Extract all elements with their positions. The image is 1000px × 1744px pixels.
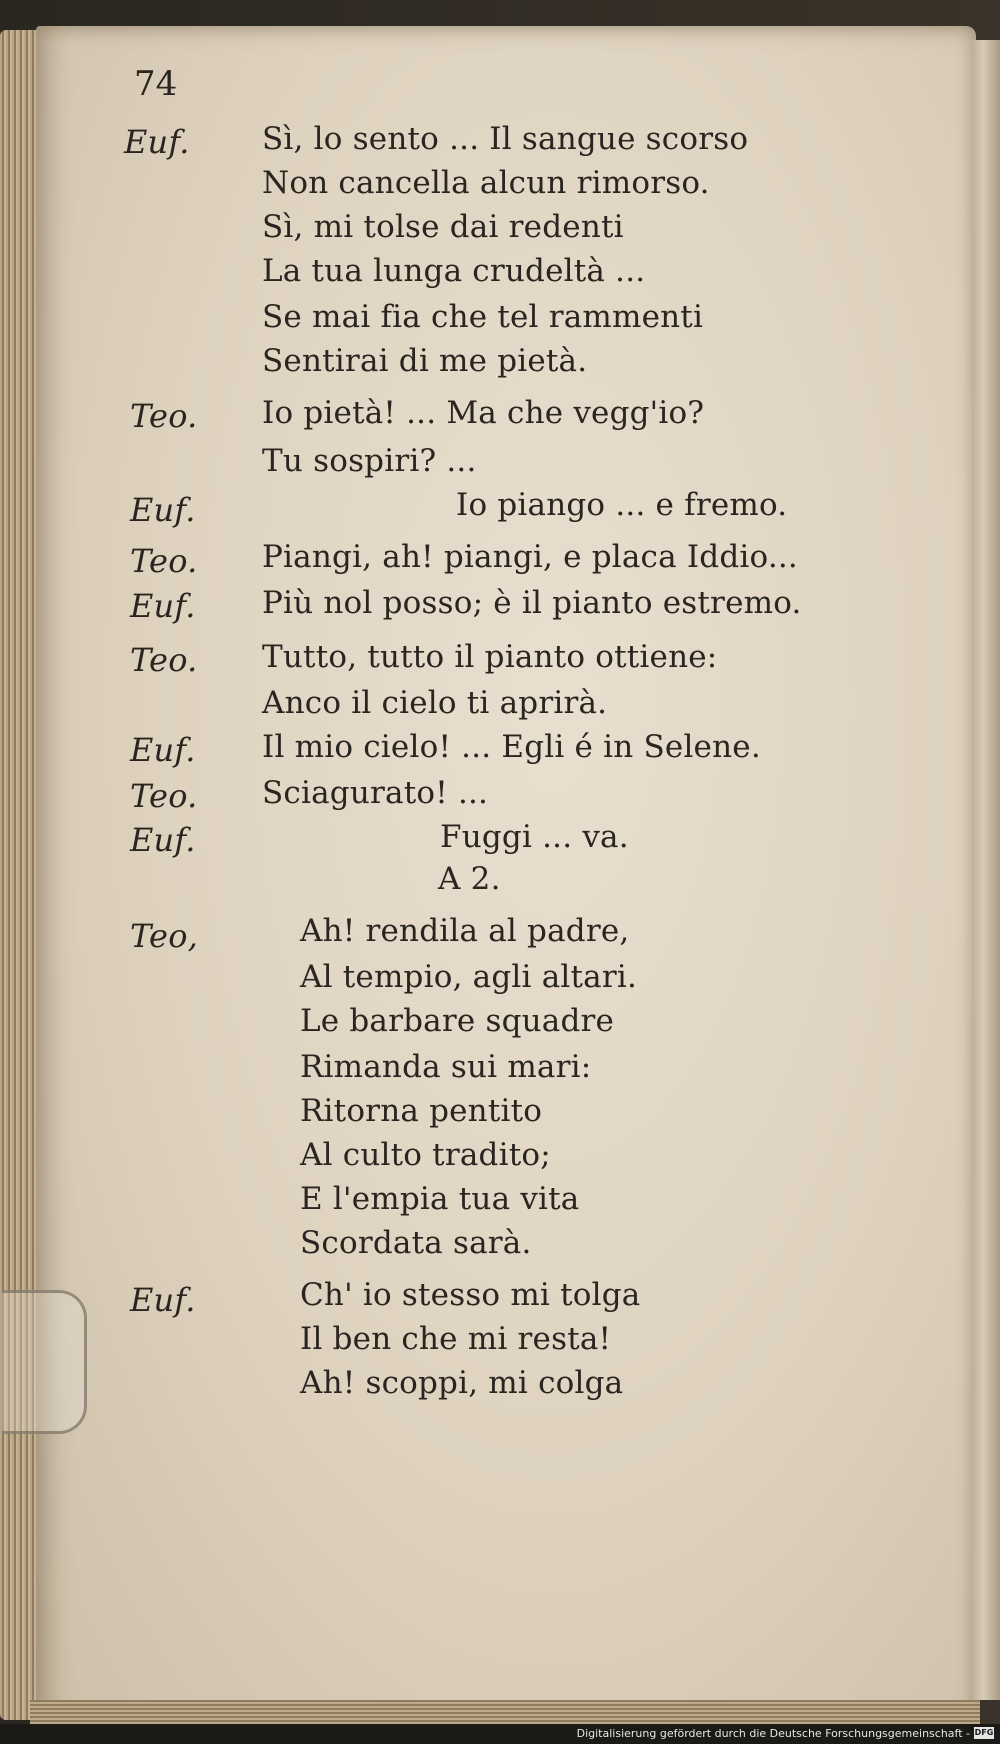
speaker-label: Euf. <box>130 491 196 529</box>
book-edge-right <box>972 40 1000 1700</box>
speaker-label: Euf. <box>124 123 190 161</box>
verse-line: E l'empia tua vita <box>300 1181 580 1217</box>
verse-line: Sciagurato! ... <box>262 775 489 811</box>
verse-line: Ch' io stesso mi tolga <box>300 1277 641 1313</box>
speaker-label: Euf. <box>130 821 196 859</box>
speaker-label: Euf. <box>130 587 196 625</box>
speaker-label: Teo. <box>130 542 198 580</box>
verse-line: Se mai fia che tel rammenti <box>262 299 704 335</box>
dfg-logo-icon: DFG <box>974 1728 994 1737</box>
verse-line: Sì, lo sento ... Il sangue scorso <box>262 121 749 157</box>
verse-line: Al culto tradito; <box>300 1137 551 1173</box>
verse-line: Il mio cielo! ... Egli é in Selene. <box>262 729 761 765</box>
verse-line: Scordata sarà. <box>300 1225 532 1261</box>
speaker-label: Teo. <box>130 397 198 435</box>
verse-line: Tu sospiri? ... <box>262 443 477 479</box>
duet-marker: A 2. <box>438 861 501 897</box>
verse-line: Non cancella alcun rimorso. <box>262 165 710 201</box>
speaker-label: Euf. <box>130 731 196 769</box>
speaker-label: Teo. <box>130 641 198 679</box>
verse-line: Ah! rendila al padre, <box>300 913 630 949</box>
verse-line: Io pietà! ... Ma che vegg'io? <box>262 395 705 431</box>
verse-line: Anco il cielo ti aprirà. <box>262 685 608 721</box>
page-number: 74 <box>134 64 178 104</box>
book-fore-edge-left <box>0 30 40 1720</box>
book-edge-bottom <box>30 1700 980 1726</box>
footer-credit: Digitalisierung gefördert durch die Deutsche Forschungsgemeinschaft - <box>576 1727 970 1740</box>
verse-line: Le barbare squadre <box>300 1003 615 1039</box>
verse-line: Io piango ... e fremo. <box>456 487 788 523</box>
verse-line: Il ben che mi resta! <box>300 1321 612 1357</box>
verse-line: Piangi, ah! piangi, e placa Iddio... <box>262 539 798 575</box>
verse-line: Rimanda sui mari: <box>300 1049 592 1085</box>
verse-line: Fuggi ... va. <box>440 819 629 855</box>
verse-line: Sentirai di me pietà. <box>262 343 588 379</box>
paper-clip-icon <box>2 1290 87 1434</box>
verse-line: Al tempio, agli altari. <box>300 959 638 995</box>
verse-line: La tua lunga crudeltà ... <box>262 253 646 289</box>
verse-line: Tutto, tutto il pianto ottiene: <box>262 639 718 675</box>
speaker-label: Teo, <box>130 917 199 955</box>
verse-line: Più nol posso; è il pianto estremo. <box>262 585 802 621</box>
speaker-label: Teo. <box>130 777 198 815</box>
verse-line: Sì, mi tolse dai redenti <box>262 209 624 245</box>
verse-line: Ah! scoppi, mi colga <box>300 1365 624 1401</box>
verse-line: Ritorna pentito <box>300 1093 543 1129</box>
speaker-label: Euf. <box>130 1281 196 1319</box>
